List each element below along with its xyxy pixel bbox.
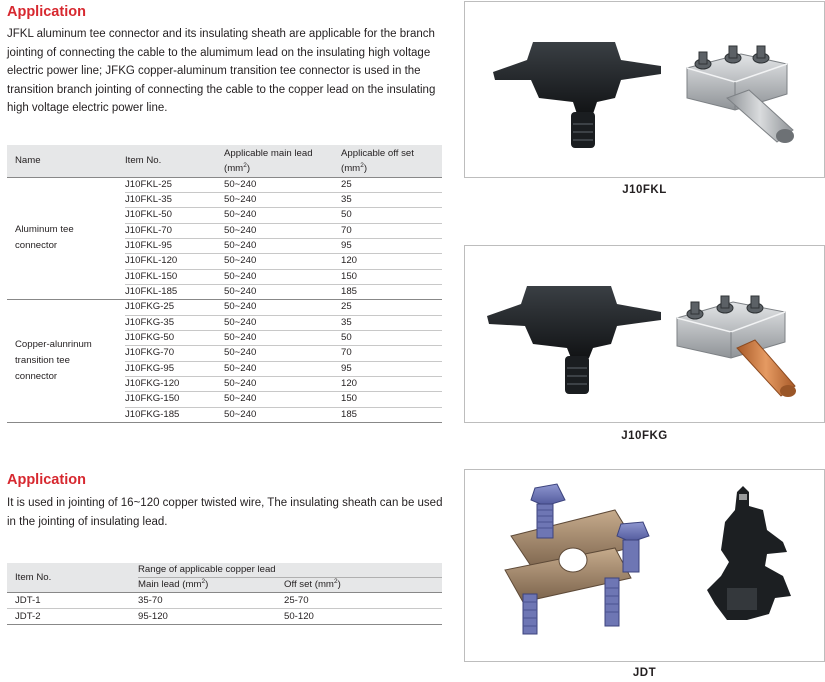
main-lead-cell: 50~240 <box>224 376 341 391</box>
j10fkl-illustration <box>465 2 825 178</box>
off-set-cell: 25 <box>341 177 442 192</box>
main-lead-cell: 35-70 <box>138 593 284 609</box>
item-cell: J10FKL-70 <box>125 223 224 238</box>
item-cell: J10FKL-120 <box>125 254 224 269</box>
jdt-caption: JDT <box>632 667 657 679</box>
main-lead-cell: 50~240 <box>224 208 341 223</box>
col-off-set-header <box>341 145 442 177</box>
item-cell: J10FKL-50 <box>125 208 224 223</box>
section2-paragraph <box>7 494 447 531</box>
header-text: Applicable off set <box>341 147 414 159</box>
main-lead-cell: 50~240 <box>224 284 341 299</box>
j10fkl-caption: J10FKL <box>622 184 667 196</box>
j10fkg-illustration <box>465 246 825 423</box>
main-lead-cell: 50~240 <box>224 330 341 345</box>
item-cell: J10FKG-185 <box>125 407 224 422</box>
j10fkg-product-photo <box>464 245 825 423</box>
item-cell: J10FKL-35 <box>125 192 224 207</box>
main-lead-cell: 50~240 <box>224 407 341 422</box>
main-lead-cell: 50~240 <box>224 361 341 376</box>
main-lead-cell: 50~240 <box>224 346 341 361</box>
off-set-cell: 95 <box>341 238 442 253</box>
section1-line: high voltage electric power line. <box>7 102 168 114</box>
off-set-cell: 185 <box>341 407 442 422</box>
section1-line: jointing of connecting the cable to the alumimum lead on the insulating high voltage <box>7 46 431 59</box>
main-lead-cell: 50~240 <box>224 269 341 284</box>
tee-connector-table <box>7 145 442 423</box>
off-set-cell: 50 <box>341 330 442 345</box>
item-cell: J10FKG-70 <box>125 346 224 361</box>
group-name-line: transition tee <box>15 355 70 367</box>
group-name-cell <box>7 300 125 423</box>
item-cell: J10FKG-25 <box>125 300 224 315</box>
item-cell: J10FKL-185 <box>125 284 224 299</box>
jdt-illustration <box>465 470 825 662</box>
main-lead-cell: 50~240 <box>224 177 341 192</box>
section2-line: It is used in jointing of 16~120 copper twisted wire, The insulating sheath can be used <box>7 497 443 509</box>
item-cell: J10FKG-120 <box>125 376 224 391</box>
off-set-cell: 120 <box>341 376 442 391</box>
section1-line: JFKL aluminum tee connector and its insulating sheath are applicable for the branch <box>7 28 435 40</box>
table-row <box>7 609 442 625</box>
main-lead-cell: 50~240 <box>224 238 341 253</box>
main-lead-cell: 95-120 <box>138 609 284 625</box>
off-set-cell: 150 <box>341 392 442 407</box>
off-set-cell: 50 <box>341 208 442 223</box>
off-set-cell: 35 <box>341 192 442 207</box>
off-set-cell: 95 <box>341 361 442 376</box>
table-row <box>7 300 442 315</box>
item-cell: JDT-1 <box>7 593 138 609</box>
col-main-lead-header: Main lead $(mm^2)$ <box>138 578 284 593</box>
header-text: Applicable main lead <box>224 147 313 159</box>
table-header-row <box>7 145 442 177</box>
col-item-header: Item No. <box>125 145 224 177</box>
main-lead-cell: 50~240 <box>224 315 341 330</box>
main-lead-cell: 50~240 <box>224 223 341 238</box>
section1-paragraph <box>7 25 447 118</box>
main-lead-cell: 50~240 <box>224 392 341 407</box>
col-name-header: Name <box>7 145 125 177</box>
item-cell: J10FKL-95 <box>125 238 224 253</box>
table-row <box>7 177 442 192</box>
off-set-cell: 120 <box>341 254 442 269</box>
item-cell: J10FKL-150 <box>125 269 224 284</box>
col-main-lead-header <box>224 145 341 177</box>
table-row <box>7 593 442 609</box>
section1-line: electric power line; JFKG copper-aluminum transition tee connector is used in the <box>7 65 421 77</box>
off-set-cell: 150 <box>341 269 442 284</box>
off-set-cell: 70 <box>341 223 442 238</box>
jdt-product-photo <box>464 469 825 662</box>
section2-line: in the jointing of insulating lead. <box>7 515 168 528</box>
group-name-line: connector <box>15 371 58 383</box>
item-cell: J10FKL-25 <box>125 177 224 192</box>
header-unit: $(mm^2)$ <box>224 161 251 174</box>
group-name-line: Copper-alunrinum <box>15 339 92 351</box>
col-item-header: Item No. <box>7 563 138 593</box>
off-set-cell: 35 <box>341 315 442 330</box>
j10fkg-caption: J10FKG <box>621 430 668 442</box>
main-lead-cell: 50~240 <box>224 192 341 207</box>
main-lead-cell: 50~240 <box>224 254 341 269</box>
off-set-cell: 25 <box>341 300 442 315</box>
main-lead-cell: 50~240 <box>224 300 341 315</box>
j10fkl-product-photo <box>464 1 825 178</box>
group-name-cell <box>7 177 125 300</box>
item-cell: JDT-2 <box>7 609 138 625</box>
col-range-header: Range of applicable copper lead <box>138 563 442 578</box>
header-unit: $(mm^2)$ <box>341 161 368 174</box>
group-name-line: Aluminum tee <box>15 224 74 236</box>
section1-heading: Application <box>7 4 86 20</box>
jdt-table <box>7 563 442 625</box>
table-header-row <box>7 563 442 578</box>
item-cell: J10FKG-35 <box>125 315 224 330</box>
section1-line: transition branch jointing of connecting the cable to the copper lead on the insulating <box>7 83 436 96</box>
section2-heading: Application <box>7 472 86 488</box>
group-name-line: connector <box>15 240 58 252</box>
off-set-cell: 185 <box>341 284 442 299</box>
item-cell: J10FKG-150 <box>125 392 224 407</box>
off-set-cell: 70 <box>341 346 442 361</box>
col-off-set-header: Off set $(mm^2)$ <box>284 578 442 593</box>
off-set-cell: 25-70 <box>284 593 442 609</box>
item-cell: J10FKG-50 <box>125 330 224 345</box>
item-cell: J10FKG-95 <box>125 361 224 376</box>
off-set-cell: 50-120 <box>284 609 442 625</box>
